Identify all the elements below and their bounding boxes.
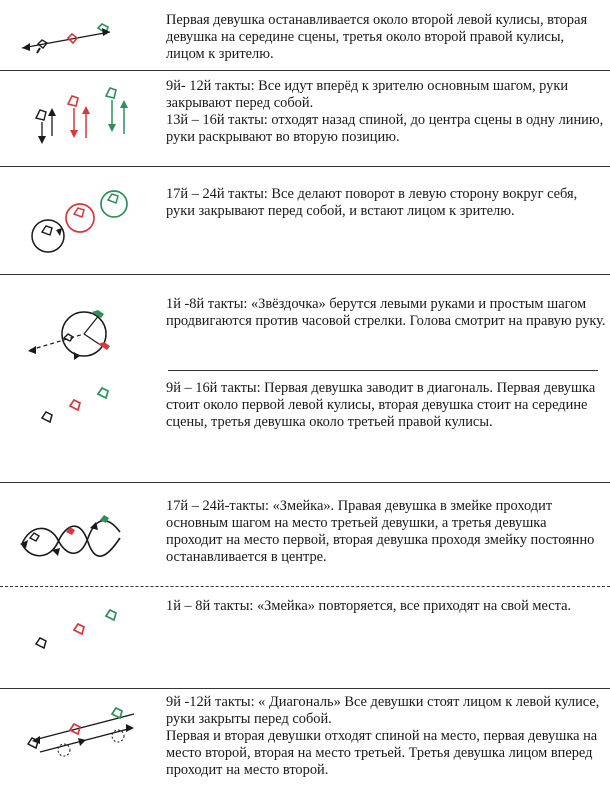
- section-7-text: [166, 598, 606, 615]
- diagram-5-diagonal-icon: [0, 378, 160, 482]
- section-3-text: [166, 186, 606, 220]
- divider-4: [168, 370, 598, 371]
- section-2-text: [166, 78, 606, 146]
- section-5-text: [166, 380, 606, 431]
- section-4: [0, 290, 610, 370]
- diagram-2-forward-back-icon: [0, 76, 160, 168]
- section-2-line-1: 9й- 12й такты: Все идут вперёд к зрителю основным шагом, руки закрывают перед собой.: [166, 78, 569, 111]
- section-3: [0, 172, 610, 276]
- section-8-text: [166, 694, 606, 779]
- section-1: [0, 8, 610, 70]
- section-5-line-1: 9й – 16й такты: Первая девушка заводит в диагональ. Первая девушка стоит около первой левой кулисы, вторая девушка стоит на середине сцены, третья девушка около третьей правой кулисы.: [166, 380, 596, 430]
- section-1-line-1: Первая девушка останавливается около второй левой кулисы, вторая девушка на середине сцены, третья около второй правой кулисы, лицом к зрителю.: [166, 12, 588, 62]
- section-4-text: [166, 296, 606, 330]
- diagram-7-positions-icon: [0, 596, 160, 686]
- divider-1: [0, 70, 610, 71]
- diagram-8-diagonal-lines-icon: [0, 694, 160, 789]
- diagram-4-star-icon: [0, 290, 160, 370]
- section-2: [0, 76, 610, 168]
- diagram-6-snake-icon: [0, 498, 160, 586]
- section-7: [0, 596, 610, 686]
- divider-7: [0, 688, 610, 689]
- section-5: [0, 378, 610, 482]
- section-8: [0, 694, 610, 789]
- diagram-3-turn-circles-icon: [0, 172, 160, 276]
- section-1-text: [166, 12, 606, 63]
- section-8-line-1: 9й -12й такты: « Диагональ» Все девушки стоят лицом к левой кулисе, руки закрыты перед собой.: [166, 694, 600, 727]
- divider-5: [0, 482, 610, 483]
- diagram-1-figure-line-icon: [0, 8, 160, 70]
- divider-3: [0, 274, 610, 275]
- section-2-line-2: 13й – 16й такты: отходят назад спиной, до центра сцены в одну линию, руки раскрывают во вторую позицию.: [166, 112, 604, 145]
- section-4-line-1: 1й -8й такты: «Звёздочка» берутся левыми руками и простым шагом продвигаются против часовой стрелки. Голова смотрит на правую руку.: [166, 296, 606, 329]
- section-6: [0, 498, 610, 586]
- section-7-line-1: 1й – 8й такты: «Змейка» повторяется, все приходят на свой места.: [166, 598, 572, 614]
- section-6-text: [166, 498, 606, 566]
- divider-2: [0, 166, 610, 167]
- section-3-line-1: 17й – 24й такты: Все делают поворот в левую сторону вокруг себя, руки закрывают перед собой, и встают лицом к зрителю.: [166, 186, 578, 219]
- section-6-line-1: 17й – 24й-такты: «Змейка». Правая девушка в змейке проходит основным шагом на место третьей девушки, а третья девушка проходит на место первой, вторая девушка проходя змейку постоянно останавливается в центре.: [166, 498, 595, 565]
- section-8-line-2: Первая и вторая девушки отходят спиной на место, первая девушка на место второй, вторая на место третьей. Третья девушка лицом вперед проходит на место второй.: [166, 728, 598, 778]
- divider-6: [0, 586, 610, 587]
